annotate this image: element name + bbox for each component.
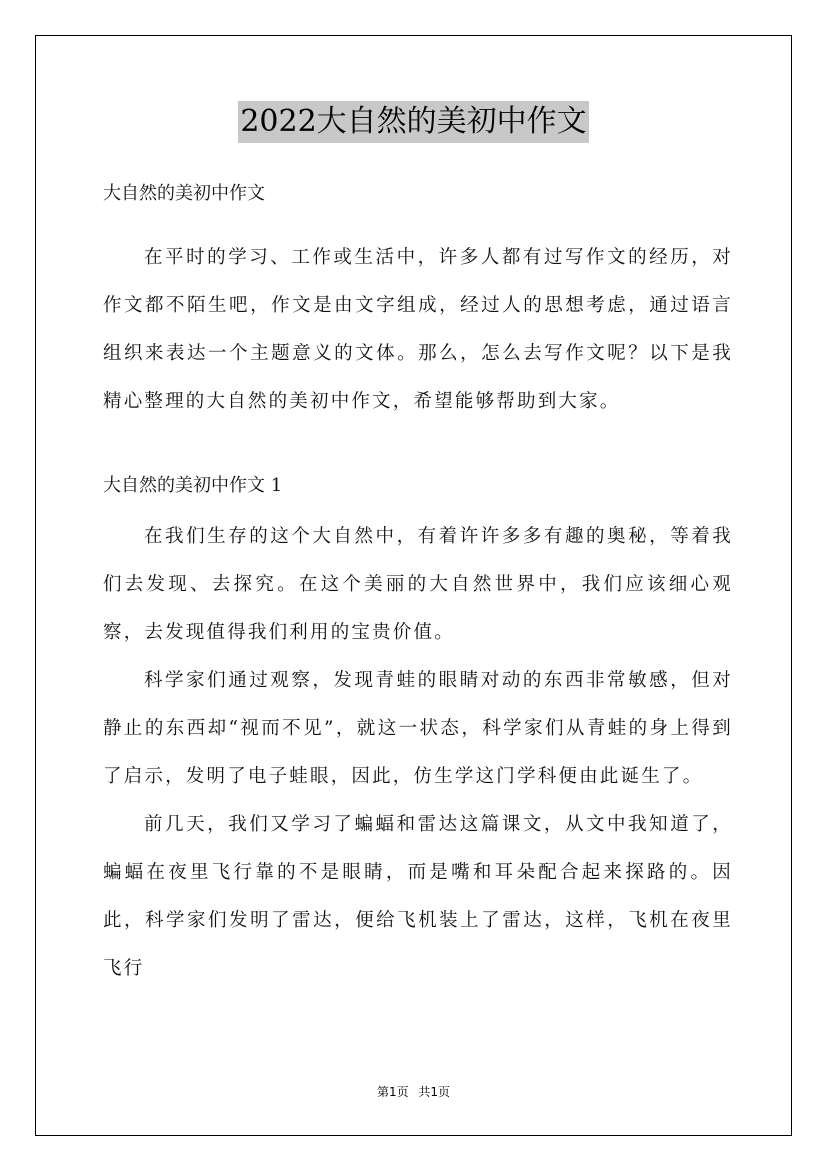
spacer (103, 216, 733, 234)
section-heading: 大自然的美初中作文 1 (103, 475, 283, 496)
document-title: 2022大自然的美初中作文 (238, 101, 588, 143)
body-paragraph: 科学家们通过观察，发现青蛙的眼睛对动的东西非常敏感，但对静止的东西却“视而不见”，就这一状态，科学家们从青蛙的身上得到了启示，发明了电子蛙眼，因此，仿生学这门学科便由此诞生了。 (103, 670, 733, 787)
total-pages: 共1页 (418, 1085, 451, 1099)
intro-heading: 大自然的美初中作文 (103, 183, 265, 204)
body-paragraph: 在我们生存的这个大自然中，有着许许多多有趣的奥秘，等着我们去发现、去探究。在这个美丽的大自然世界中，我们应该细心观察，去发现值得我们利用的宝贵价值。 (103, 526, 733, 643)
title-container (0, 101, 827, 143)
intro-paragraph: 在平时的学习、工作或生活中，许多人都有过写作文的经历，对作文都不陌生吧，作文是由文字组成，经过人的思想考虑，通过语言组织来表达一个主题意义的文体。那么，怎么去写作文呢？以下是我精心整理的大自然的美初中作文，希望能够帮助到大家。 (103, 247, 733, 412)
spacer (103, 426, 733, 464)
document-body (103, 172, 733, 993)
body-paragraph: 前几天，我们又学习了蝙蝠和雷达这篇课文，从文中我知道了，蝙蝠在夜里飞行靠的不是眼睛，而是嘴和耳朵配合起来探路的。因此，科学家们发明了雷达，便给飞机装上了雷达，这样，飞机在夜里飞行 (103, 814, 733, 979)
page-footer (0, 1083, 827, 1101)
page-number: 第1页 (376, 1085, 409, 1099)
